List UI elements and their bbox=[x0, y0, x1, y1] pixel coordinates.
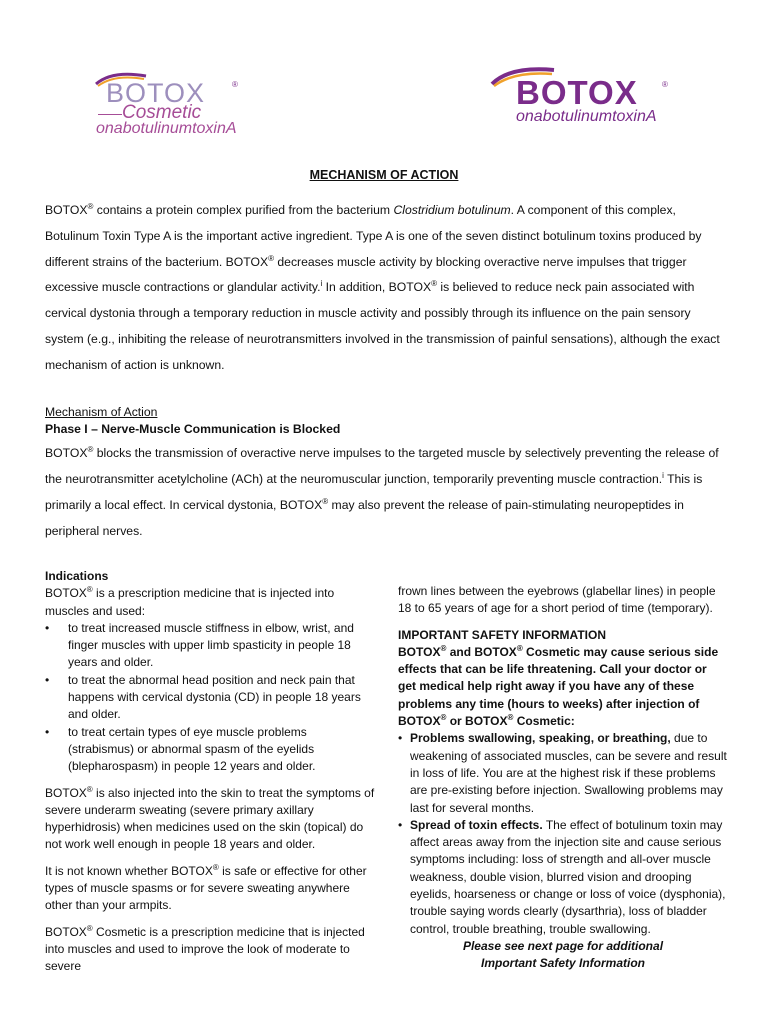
logo-generic: onabotulinumtoxinA bbox=[516, 108, 657, 125]
logo-divider bbox=[98, 114, 122, 115]
list-item: • to treat certain types of eye muscle problems (strabismus) or abnormal spasm of the eyelids (blepharospasm) in people 12 years and older. bbox=[45, 724, 375, 776]
moa-paragraph: BOTOX® blocks the transmission of overactive nerve impulses to the targeted muscle by selectively preventing the release of the neurotransmitter acetylcholine (ACh) at the neuromuscular junction, temporarily preventing muscle contraction.$^i$ This is primarily a local effect. In cervical dystonia, BOTOX® may also prevent the release of pain-stimulating neuropeptides in peripheral nerves. bbox=[45, 444, 719, 538]
page-title: MECHANISM OF ACTION bbox=[309, 168, 459, 182]
logo-sub: Cosmetic bbox=[122, 102, 202, 123]
list-item: • to treat the abnormal head position and neck pain that happens with cervical dystonia (CD) in people 18 years and older. bbox=[45, 672, 375, 724]
hyperhidrosis-paragraph: BOTOX® is also injected into the skin to treat the symptoms of severe underarm sweating (severe primary axillary hyperhidrosis) when medicines used on the skin (topical) do not work well enough in people 18 years and older. bbox=[45, 784, 375, 852]
logo-reg: ® bbox=[662, 80, 668, 89]
logo-brand: BOTOX bbox=[106, 78, 206, 108]
cosmetic-paragraph-continued: frown lines between the eyebrows (glabellar lines) in people 18 to 65 years of age for a short period of time (temporary). bbox=[398, 584, 716, 616]
indications-intro: BOTOX® is a prescription medicine that is injected into muscles and used: bbox=[45, 585, 335, 618]
logo-brand: BOTOX bbox=[516, 74, 638, 111]
unknown-safety-paragraph: It is not known whether BOTOX® is safe or effective for other types of muscle spasms or for severe sweating anywhere other than your armpits. bbox=[45, 862, 367, 913]
botox-cosmetic-logo bbox=[92, 68, 262, 143]
logo-generic: onabotulinumtoxinA bbox=[96, 120, 237, 137]
moa-heading: Mechanism of Action bbox=[45, 405, 158, 419]
indications-list bbox=[45, 620, 375, 776]
cosmetic-paragraph: BOTOX® Cosmetic is a prescription medicine that is injected into muscles and used to improve the look of moderate to severe bbox=[45, 923, 365, 974]
indications-column bbox=[45, 568, 375, 976]
list-item: • Problems swallowing, speaking, or breathing, due to weakening of associated muscles, can be severe and result in loss of life. You are at the highest risk if these problems are pre-existing before injection. Swallowing problems may last for several months. bbox=[398, 730, 728, 816]
moa-phase-heading: Phase I – Nerve-Muscle Communication is Blocked bbox=[45, 422, 341, 436]
indications-heading: Indications bbox=[45, 569, 109, 583]
safety-warning: BOTOX® and BOTOX® Cosmetic may cause serious side effects that can be life threatening. Call your doctor or get medical help right away if you have any of these problems any time (hours to weeks) after injection of BOTOX® or BOTOX® Cosmetic: bbox=[398, 643, 719, 729]
next-page-note: Please see next page for additional Important Safety Information bbox=[462, 938, 664, 971]
botox-logo bbox=[490, 64, 680, 134]
list-item: • to treat increased muscle stiffness in elbow, wrist, and finger muscles with upper limb spasticity in people 18 years and older. bbox=[45, 620, 375, 672]
safety-heading: IMPORTANT SAFETY INFORMATION bbox=[398, 627, 606, 642]
intro-paragraph: BOTOX® contains a protein complex purified from the bacterium Clostridium botulinum. A component of this complex, Botulinum Toxin Type A is the important active ingredient. Type A is one of the seven distinct botulinum toxins produced by different strains of the bacterium. BOTOX® decreases muscle activity by blocking overactive nerve impulses that trigger excessive muscle contractions or glandular activity.$^i$ In addition, BOTOX® is believed to reduce neck pain associated with cervical dystonia through a temporary reduction in muscle activity and possibly through its influence on the pain sensory system (e.g., inhibiting the release of neurotransmitters involved in the transmission of painful sensations), although the exact mechanism of action is unknown. bbox=[45, 201, 720, 372]
safety-list bbox=[398, 730, 728, 938]
moa-heading-block bbox=[45, 404, 725, 438]
safety-column bbox=[398, 583, 728, 973]
logo-reg: ® bbox=[232, 80, 238, 89]
list-item: • Spread of toxin effects. The effect of botulinum toxin may affect areas away from the injection site and cause serious symptoms including: loss of strength and all-over muscle weakness, double vision, blurred vision and drooping eyelids, hoarseness or change or loss of voice (dysphonia), trouble saying words clearly (dysarthria), loss of bladder control, trouble breathing, trouble swallowing. bbox=[398, 817, 728, 938]
